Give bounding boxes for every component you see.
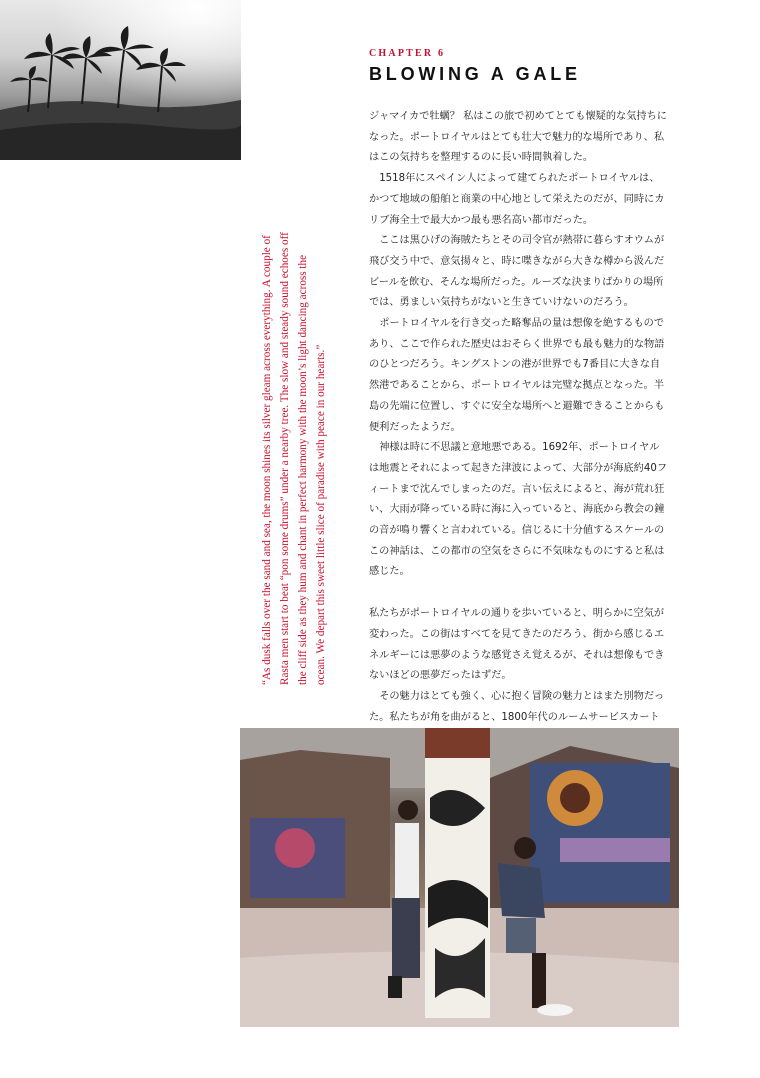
body-paragraph: ポートロイヤルを行き交った略奪品の量は想像を絶するものであり、ここで作られた歴史はおそらく世界でも最も魅力的な物語のひとつだろう。キングストンの港が世界でも7番目に大きな自然港であることから、ポートロイヤルは完璧な拠点となった。半島の先端に位置し、すぐに安全な場所へと避難できることからも便利だったようだ。: [369, 318, 665, 433]
body-paragraph: 神様は時に不思議と意地悪である。1692年、ポートロイヤルは地震とそれによって起きた津波によって、大部分が海底約40フィートまで沈んでしまったのだ。言い伝えによると、海が荒れ狂い、大雨が降っている時に海に入っていると、海底から教会の鐘の音が鳴り響くと言われている。信じるに十分値するスケールのこの神話は、この都市の空気をさらに不気味なものにすると私は感じた。: [369, 442, 668, 578]
body-paragraph: ジャマイカで牡蠣？ 私はこの旅で初めてとても懐疑的な気持ちになった。ポートロイヤルはとても壮大で魅力的な場所であり、私はこの気持ちを整理するのに長い時間執着した。: [369, 111, 667, 164]
body-text: [369, 107, 667, 749]
chapter-label: CHAPTER 6: [369, 48, 446, 59]
body-paragraph: ここは黒ひげの海賊たちとその司令官が熱帯に暮らすオウムが飛び交う中で、意気揚々と、時に喋きながら大きな樽から汲んだビールを飲む、そんな場所だった。ルーズな決まりばかりの場所では、勇ましい気持ちがないと生きていけないのだろう。: [369, 235, 665, 309]
pull-quote: [258, 225, 338, 685]
palm-trees-illustration: [0, 0, 241, 160]
street-mural-photo: [240, 728, 679, 1027]
body-paragraph: 1518年にスペイン人によって建てられたポートロイヤルは、かつて地域の船舶と商業の中心地として栄えたのだが、同時にカリブ海全土で最大かつ最も悪名高い都市だった。: [369, 173, 665, 226]
street-mural-illustration: [240, 728, 679, 1027]
palm-trees-photo: [0, 0, 241, 160]
body-paragraph: その魅力はとても強く、心に抱く冒険の魅力とはまた別物だった。私たちが角を曲がると、1800年代のルームサービスカート: [369, 690, 665, 723]
body-paragraph: 私たちがポートロイヤルの通りを歩いていると、明らかに空気が変わった。この街はすべてを見てきたのだろう、街から感じるエネルギーには悪夢のような感覚さえ覚えるが、それは想像もできないほどの悪夢だったはずだ。: [369, 608, 665, 682]
chapter-title: BLOWING A GALE: [369, 64, 581, 84]
pull-quote-text: “As dusk falls over the sand and sea, the moon shines its silver gleam across everything. A couple of Rasta men start to beat “pon some drums” under a nearby tree. The slow and steady sound echoes off the cliff side as they hum and chant in perfect harmony with the moon’s light dancing across the ocean. We depart this sweet little slice of paradise with peace in our hearts.”: [261, 232, 327, 685]
